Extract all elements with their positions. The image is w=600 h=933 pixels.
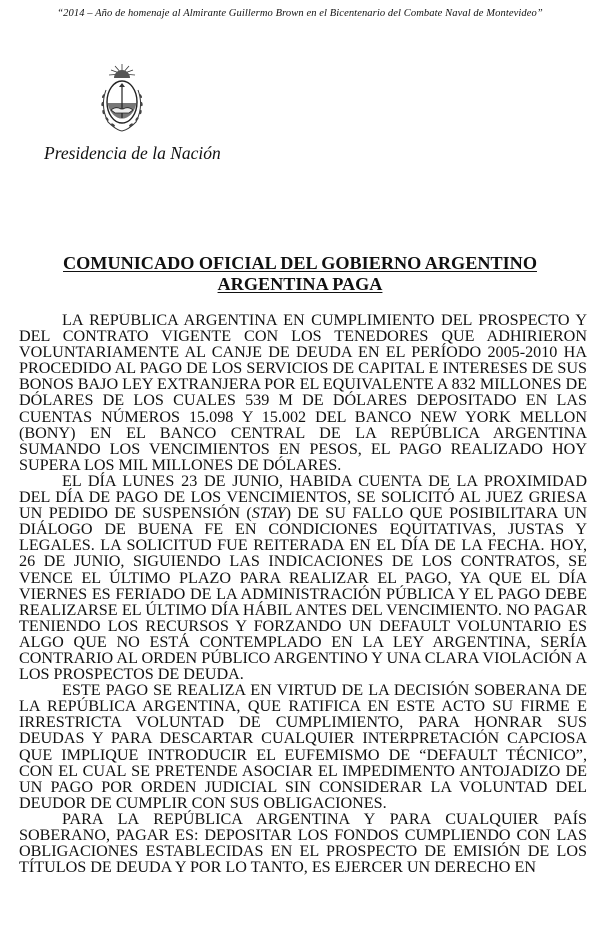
communique-body xyxy=(19,313,587,933)
commemorative-motto: “2014 – Año de homenaje al Almirante Guillermo Brown en el Bicentenario del Combate Naval de Montevideo” xyxy=(57,8,543,19)
communique-title-line-2: ARGENTINA PAGA xyxy=(217,274,383,294)
paragraph-4: PARA LA REPÚBLICA ARGENTINA Y PARA CUALQUIER PAÍS SOBERANO, PAGAR ES: DEPOSITAR LOS FONDOS CUMPLIENDO CON LAS OBLIGACIONES ESTABLECIDAS EN EL PROSPECTO DE EMISIÓN DE LOS TÍTULOS DE DEUDA Y POR LO TANTO, ES EJERCER UN DERECHO EN xyxy=(19,810,587,877)
communique-title xyxy=(0,253,600,274)
presidency-label: Presidencia de la Nación xyxy=(44,143,221,163)
paragraph-1: LA REPÚBLICA ARGENTINA EN CUMPLIMIENTO DEL PROSPECTO Y DEL CONTRATO VIGENTE CON LOS TENEDORES QUE ADHIRIERON VOLUNTARIAMENTE AL CANJE DE DEUDA EN EL PERÍODO 2005-2010 HA PROCEDIDO AL PAGO DE LOS SERVICIOS DE CAPITAL E INTERESES DE SUS BONOS BAJO LEY EXTRANJERA POR EL EQUIVALENTE A 832 MILLONES DE DÓLARES DE LOS CUALES 539 M DE DÓLARES DEPOSITADO EN LAS CUENTAS NÚMEROS 15.098 Y 15.002 DEL BANCO NEW YORK MELLON (BONY) EN EL BANCO CENTRAL DE LA REPÚBLICA ARGENTINA SUMANDO LOS VENCIMIENTOS EN PESOS, EL PAGO REALIZADO HOY SUPERA LOS MIL MILLONES DE DÓLARES. xyxy=(19,313,587,474)
paragraph-2-text-before: EL DÍA LUNES 23 DE JUNIO, HABIDA CUENTA DE LA PROXIMIDAD DEL DÍA DE PAGO DE LOS VENCIMIENTOS, SE SOLICITÓ AL JUEZ GRIESA UN PEDIDO DE SUSPENSIÓN ( xyxy=(19,472,587,523)
paragraph-3: ESTE PAGO SE REALIZA EN VIRTUD DE LA DECISIÓN SOBERANA DE LA REPÚBLICA ARGENTINA, QUE RATIFICA EN ESTE ACTO SU FIRME E IRRESTRICTA VOLUNTAD DE CUMPLIMIENTO, PARA HONRAR SUS DEUDAS Y PARA DESCARTAR CUALQUIER INTERPRETACIÓN CAPCIOSA QUE IMPLIQUE INTRODUCIR EL EUFEMISMO DE “DEFAULT TÉCNICO”, CON EL CUAL SE PRETENDE ASOCIAR EL IMPEDIMENTO ANTOJADIZO DE UN PAGO POR ORDEN JUDICIAL SIN CONSIDERAR LA VOLUNTAD DEL DEUDOR DE CUMPLIR CON SUS OBLIGACIONES. xyxy=(19,682,587,812)
argentine-coat-of-arms-icon xyxy=(96,60,148,134)
communique-title-line-1: COMUNICADO OFICIAL DEL GOBIERNO ARGENTINO xyxy=(63,253,537,273)
paragraph-2 xyxy=(19,474,587,683)
paragraph-2-text-after: ) DE SU FALLO QUE POSIBILITARA UN DIÁLOGO DE BUENA FE EN CONDICIONES EQUITATIVAS, JUSTAS Y LEGALES. LA SOLICITUD FUE REITERADA EN EL DÍA DE LA FECHA. HOY, 26 DE JUNIO, SIGUIENDO LAS INDICACIONES DE LOS CONTRATOS, SE VENCE EL ÚLTIMO PLAZO PARA REALIZAR EL PAGO, YA QUE EL DÍA VIERNES ES FERIADO DE LA ADMINISTRACIÓN PÚBLICA Y EL PAGO DEBE REALIZARSE EL ÚLTIMO DÍA HÁBIL ANTES DEL VENCIMIENTO. NO PAGAR TENIENDO LOS RECURSOS Y FORZANDO UN DEFAULT VOLUNTARIO ES ALGO QUE NO ESTÁ CONTEMPLADO EN LA LEY ARGENTINA, SERÍA CONTRARIO AL ORDEN PÚBLICO ARGENTINO Y UNA CLARA VIOLACIÓN A LOS PROSPECTOS DE DEUDA. xyxy=(19,505,587,684)
communique-subtitle xyxy=(0,274,600,295)
stay-term: STAY xyxy=(251,505,286,523)
